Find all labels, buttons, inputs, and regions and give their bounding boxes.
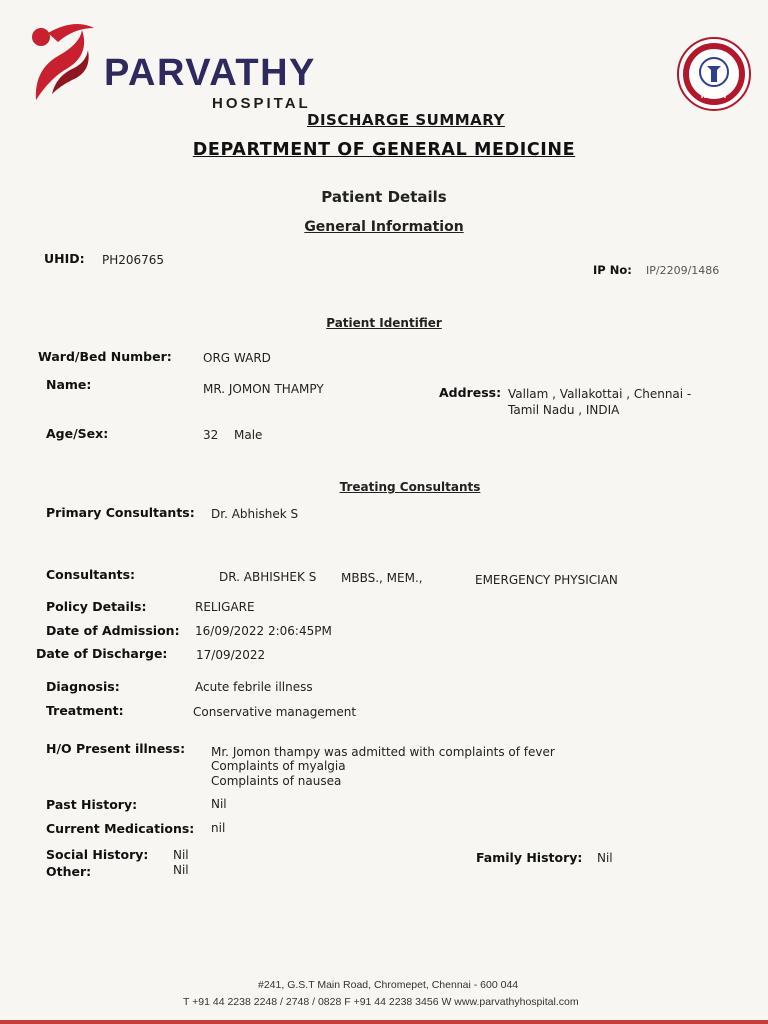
address-label: Address:: [439, 385, 502, 400]
present-illness-line: Mr. Jomon thampy was admitted with complaints of fever: [211, 745, 555, 759]
past-history-value: Nil: [211, 797, 227, 811]
family-history-value: Nil: [597, 851, 613, 865]
policy-details-value: RELIGARE: [195, 600, 255, 614]
diagnosis-label: Diagnosis:: [46, 679, 120, 694]
general-information-heading: General Information: [304, 219, 464, 235]
nabh-accreditation-badge: [676, 36, 752, 112]
present-illness-line: Complaints of nausea: [211, 774, 342, 788]
current-medications-value: nil: [211, 821, 226, 835]
date-of-discharge-label: Date of Discharge:: [36, 646, 168, 661]
other-value: Nil: [173, 863, 189, 877]
consultant-name: DR. ABHISHEK S: [219, 570, 317, 584]
past-history-label: Past History:: [46, 797, 138, 812]
patient-details-heading: Patient Details: [321, 188, 447, 206]
footer-contact: T +91 44 2238 2248 / 2748 / 0828 F +91 44 2238 3456 W www.parvathyhospital.com: [183, 996, 579, 1008]
ward-bed-value: ORG WARD: [203, 351, 271, 365]
accreditation-seal-icon: [676, 36, 752, 112]
nabh-badge-label: NABH: [700, 92, 728, 100]
patient-identifier-heading: Patient Identifier: [326, 316, 442, 330]
footer-address: #241, G.S.T Main Road, Chromepet, Chennai - 600 044: [258, 979, 519, 991]
uhid-value: PH206765: [102, 253, 165, 267]
brand-subtitle: HOSPITAL: [212, 95, 311, 112]
diagnosis-value: Acute febrile illness: [195, 680, 313, 694]
present-illness-line: Complaints of myalgia: [211, 759, 346, 773]
family-history-label: Family History:: [476, 850, 583, 865]
present-illness-label: H/O Present illness:: [46, 741, 186, 756]
age-sex-label: Age/Sex:: [46, 426, 109, 441]
ward-bed-label: Ward/Bed Number:: [38, 349, 172, 364]
consultant-role: EMERGENCY PHYSICIAN: [475, 573, 618, 587]
address-line-2: Tamil Nadu , INDIA: [508, 403, 620, 417]
social-history-label: Social History:: [46, 847, 149, 862]
social-history-value: Nil: [173, 848, 189, 862]
policy-details-label: Policy Details:: [46, 599, 147, 614]
name-value: MR. JOMON THAMPY: [203, 382, 324, 396]
date-of-admission-value: 16/09/2022 2:06:45PM: [195, 624, 332, 638]
sex-value: Male: [234, 428, 263, 442]
treatment-value: Conservative management: [193, 705, 357, 719]
current-medications-label: Current Medications:: [46, 821, 195, 836]
hospital-logo-icon: [28, 20, 102, 104]
footer-accent-bar: [0, 1020, 768, 1024]
ip-number-value: IP/2209/1486: [646, 264, 720, 277]
name-label: Name:: [46, 377, 92, 392]
ip-number-label: IP No:: [593, 263, 632, 277]
primary-consultants-label: Primary Consultants:: [46, 505, 195, 520]
department-heading: DEPARTMENT OF GENERAL MEDICINE: [192, 140, 576, 160]
primary-consultants-value: Dr. Abhishek S: [211, 507, 299, 521]
consultant-degree: MBBS., MEM.,: [341, 571, 423, 585]
uhid-label: UHID:: [44, 251, 85, 266]
document-title: DISCHARGE SUMMARY: [307, 111, 505, 129]
treating-consultants-heading: Treating Consultants: [339, 480, 481, 494]
date-of-discharge-value: 17/09/2022: [196, 648, 266, 662]
brand-name: PARVATHY: [104, 52, 316, 94]
treatment-label: Treatment:: [46, 703, 124, 718]
age-value: 32: [203, 428, 219, 442]
address-line-1: Vallam , Vallakottai , Chennai -: [508, 387, 692, 401]
date-of-admission-label: Date of Admission:: [46, 623, 180, 638]
consultants-label: Consultants:: [46, 567, 136, 582]
other-label: Other:: [46, 864, 92, 879]
